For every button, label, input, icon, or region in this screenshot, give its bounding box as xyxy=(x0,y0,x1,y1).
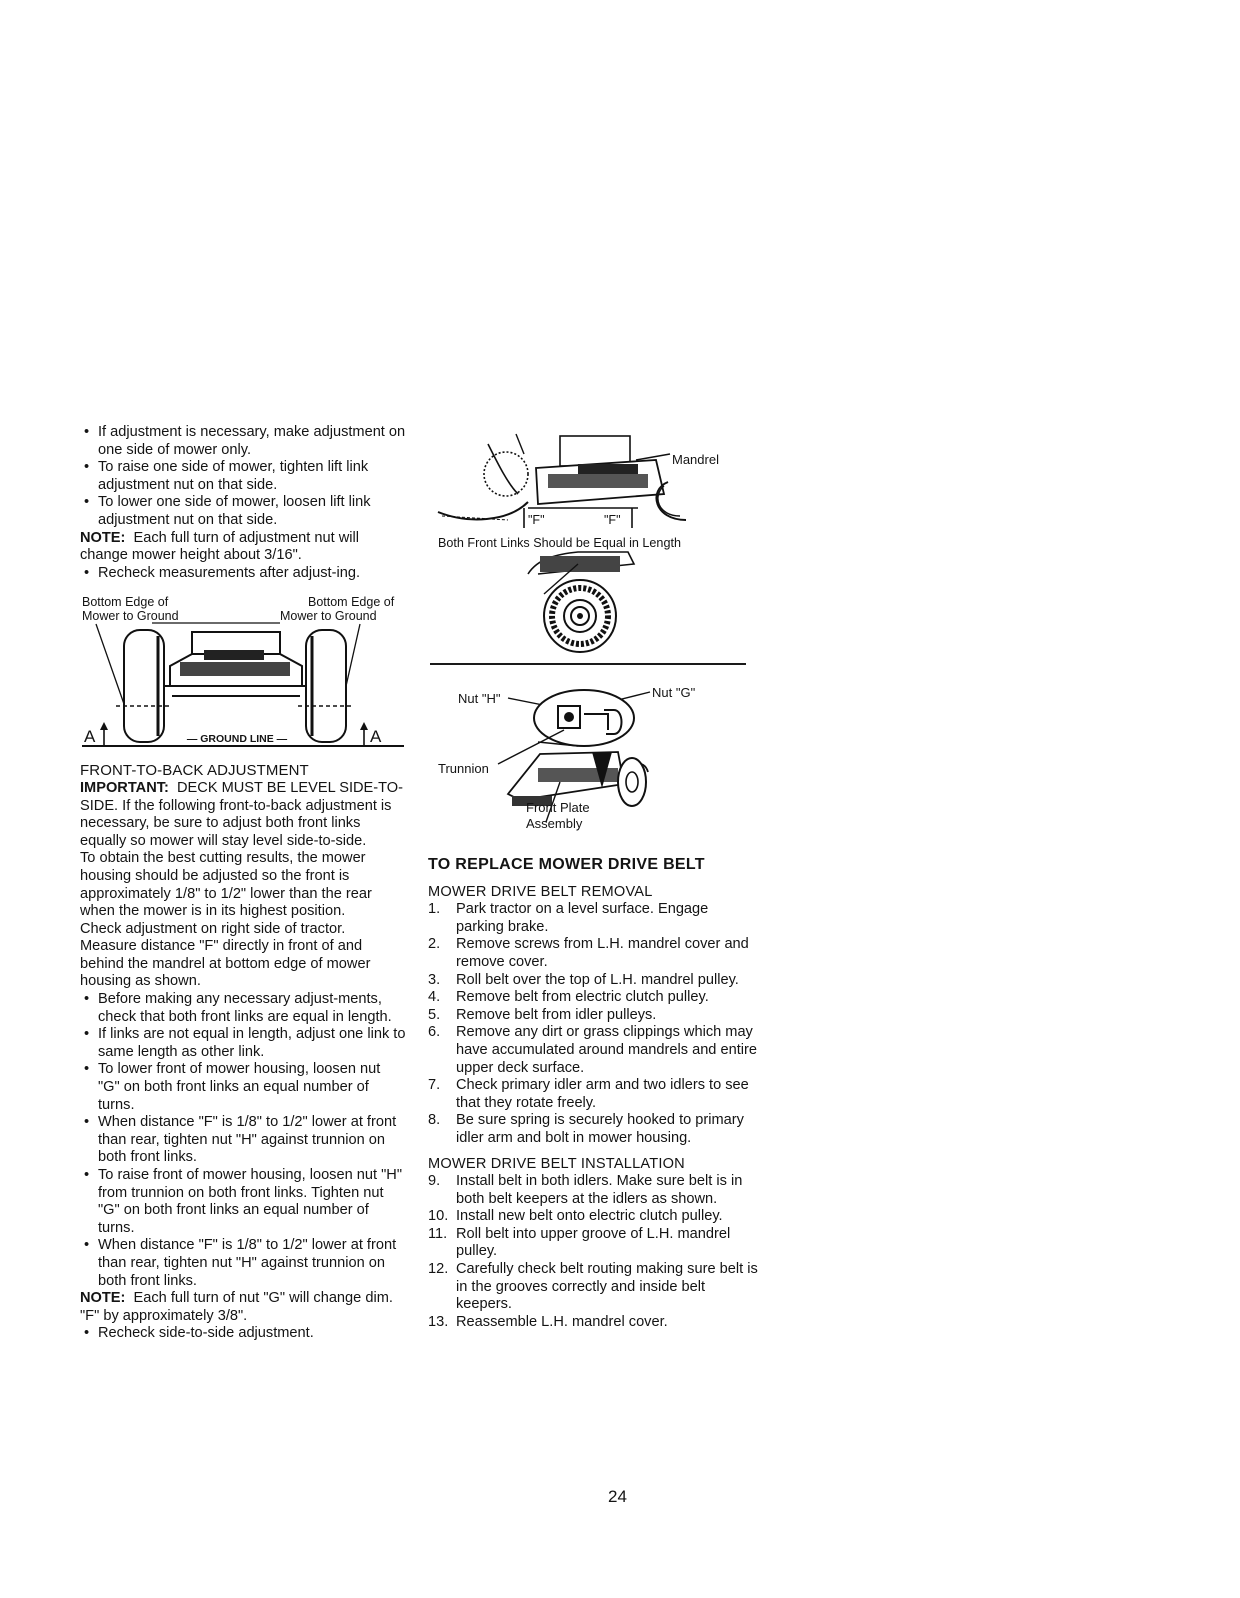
step-text: Be sure spring is securely hooked to primary idler arm and bolt in mower housing. xyxy=(456,1112,744,1146)
front-plate-label-line2: Assembly xyxy=(526,816,583,831)
step-number: 12. xyxy=(428,1261,449,1278)
step-text: Install new belt onto electric clutch pulley. xyxy=(456,1208,723,1225)
note-text: Each full turn of adjustment nut will change mower height about 3/16". xyxy=(80,529,360,564)
nut-h-label: Nut "H" xyxy=(458,691,501,706)
list-item: • Before making any necessary adjust-ments, check that both front links are equal in length. xyxy=(80,991,406,1026)
list-item: • If adjustment is necessary, make adjustment on one side of mower only. xyxy=(80,424,406,459)
important-label: IMPORTANT: xyxy=(80,779,169,796)
left-column xyxy=(80,424,406,1343)
step-text: Remove screws from L.H. mandrel cover and remove cover. xyxy=(456,936,749,970)
step-text: Remove any dirt or grass clippings which may have accumulated around mandrels and entire upper deck surface. xyxy=(456,1024,757,1076)
step-text: Install belt in both idlers. Make sure belt is in both belt keepers at the idlers as shown. xyxy=(456,1173,743,1207)
marker-a-right: A xyxy=(370,727,382,747)
marker-a-left: A xyxy=(84,727,96,747)
ground-line-label: — GROUND LINE — xyxy=(186,733,288,746)
paragraph: Check adjustment on right side of tractor. Measure distance "F" directly in front of and behind the mandrel at bottom edge of mower housing as shown. xyxy=(80,920,371,990)
list-item xyxy=(428,972,758,990)
step-text: Check primary idler arm and two idlers to see that they rotate freely. xyxy=(456,1077,749,1111)
f-right-label: "F" xyxy=(604,513,621,527)
list-item xyxy=(428,1077,758,1112)
list-item: • If links are not equal in length, adjust one link to same length as other link. xyxy=(80,1026,406,1061)
list-item xyxy=(428,1007,758,1025)
nut-figure xyxy=(428,672,748,836)
step-number: 4. xyxy=(428,989,441,1006)
front-links-figure xyxy=(428,424,748,656)
paragraph: To obtain the best cutting results, the mower housing should be adjusted so the front is approximately 1/8" to 1/2" lower than the rear when the mower is in its highest position. xyxy=(80,850,372,920)
list-item: • Recheck measurements after adjust-ing. xyxy=(80,565,406,583)
step-text: Remove belt from idler pulleys. xyxy=(456,1006,657,1023)
step-number: 11. xyxy=(428,1225,448,1242)
f-left-label: "F" xyxy=(528,513,545,527)
list-item: • To lower front of mower housing, loosen nut "G" on both front links an equal number of turns. xyxy=(80,1061,406,1114)
list-item xyxy=(428,1314,758,1332)
list-item: • To lower one side of mower, loosen lift link adjustment nut on that side. xyxy=(80,494,406,529)
step-number: 13. xyxy=(428,1313,449,1330)
page-number: 24 xyxy=(608,1487,627,1506)
right-column xyxy=(428,856,758,1331)
divider xyxy=(430,663,746,665)
note-text: Each full turn of nut "G" will change dim. "F" by approximately 3/8". xyxy=(80,1290,393,1324)
step-number: 1. xyxy=(428,901,441,918)
install-heading: MOWER DRIVE BELT INSTALLATION xyxy=(428,1155,685,1172)
list-item: • Recheck side-to-side adjustment. xyxy=(80,1325,406,1343)
section-heading-belt: TO REPLACE MOWER DRIVE BELT xyxy=(428,856,705,873)
step-text: Reassemble L.H. mandrel cover. xyxy=(456,1313,668,1330)
list-item: • To raise one side of mower, tighten lift link adjustment nut on that side. xyxy=(80,459,406,494)
mower-side-diagram xyxy=(80,594,406,752)
note-2 xyxy=(80,1290,406,1325)
step-text: Roll belt into upper groove of L.H. mandrel pulley. xyxy=(456,1225,731,1260)
step-number: 3. xyxy=(428,971,441,988)
step-number: 8. xyxy=(428,1112,441,1129)
list-item xyxy=(428,901,758,936)
note-label: NOTE: xyxy=(80,1290,126,1307)
front-links-diagram xyxy=(428,424,748,656)
label-right-line1: Bottom Edge of xyxy=(308,595,395,610)
step-number: 10. xyxy=(428,1208,449,1225)
list-item xyxy=(428,1024,758,1077)
label-left-line2: Mower to Ground xyxy=(82,609,179,624)
step-text: Remove belt from electric clutch pulley. xyxy=(456,989,709,1006)
nut-g-label: Nut "G" xyxy=(652,685,696,700)
front-plate-label-line1: Front Plate xyxy=(526,800,590,815)
step-number: 2. xyxy=(428,936,441,953)
list-item: • When distance "F" is 1/8" to 1/2" lower at front than rear, tighten nut "H" against trunnion on both front links. xyxy=(80,1237,406,1290)
list-item xyxy=(428,1112,758,1147)
trunnion-label: Trunnion xyxy=(438,761,489,776)
list-item: • To raise front of mower housing, loosen nut "H" from trunnion on both front links. Tighten nut "G" on both front links an equal number of turns. xyxy=(80,1167,406,1237)
note-1 xyxy=(80,530,406,565)
step-number: 6. xyxy=(428,1024,441,1041)
label-right-line2: Mower to Ground xyxy=(280,609,377,624)
list-item xyxy=(428,1261,758,1314)
section-heading: FRONT-TO-BACK ADJUSTMENT xyxy=(80,762,309,780)
note-label: NOTE: xyxy=(80,529,126,546)
step-number: 5. xyxy=(428,1006,441,1023)
list-item xyxy=(428,1226,758,1261)
install-steps xyxy=(428,1173,758,1331)
list-item xyxy=(428,989,758,1007)
list-item xyxy=(428,1208,758,1226)
step-text: Park tractor on a level surface. Engage parking brake. xyxy=(456,901,709,935)
list-item xyxy=(428,1173,758,1208)
removal-steps xyxy=(428,901,758,1147)
label-left-line1: Bottom Edge of xyxy=(82,595,169,610)
mandrel-label: Mandrel xyxy=(672,452,719,467)
figure-caption: Both Front Links Should be Equal in Length xyxy=(438,536,681,550)
step-text: Carefully check belt routing making sure belt is in the grooves correctly and inside belt keepers. xyxy=(456,1261,758,1313)
side-view-figure xyxy=(80,594,406,752)
list-item xyxy=(428,936,758,971)
important-paragraph xyxy=(80,780,406,850)
nut-trunnion-diagram xyxy=(428,672,748,836)
removal-heading: MOWER DRIVE BELT REMOVAL xyxy=(428,883,653,900)
list-item: • When distance "F" is 1/8" to 1/2" lower at front than rear, tighten nut "H" against trunnion on both front links. xyxy=(80,1114,406,1167)
step-number: 7. xyxy=(428,1077,441,1094)
step-number: 9. xyxy=(428,1173,441,1190)
important-text: DECK MUST BE LEVEL SIDE-TO-SIDE. If the following front-to-back adjustment is necessary, be sure to adjust both front links equally so mower will stay level side-to-side. xyxy=(80,779,404,849)
step-text: Roll belt over the top of L.H. mandrel pulley. xyxy=(456,971,739,988)
